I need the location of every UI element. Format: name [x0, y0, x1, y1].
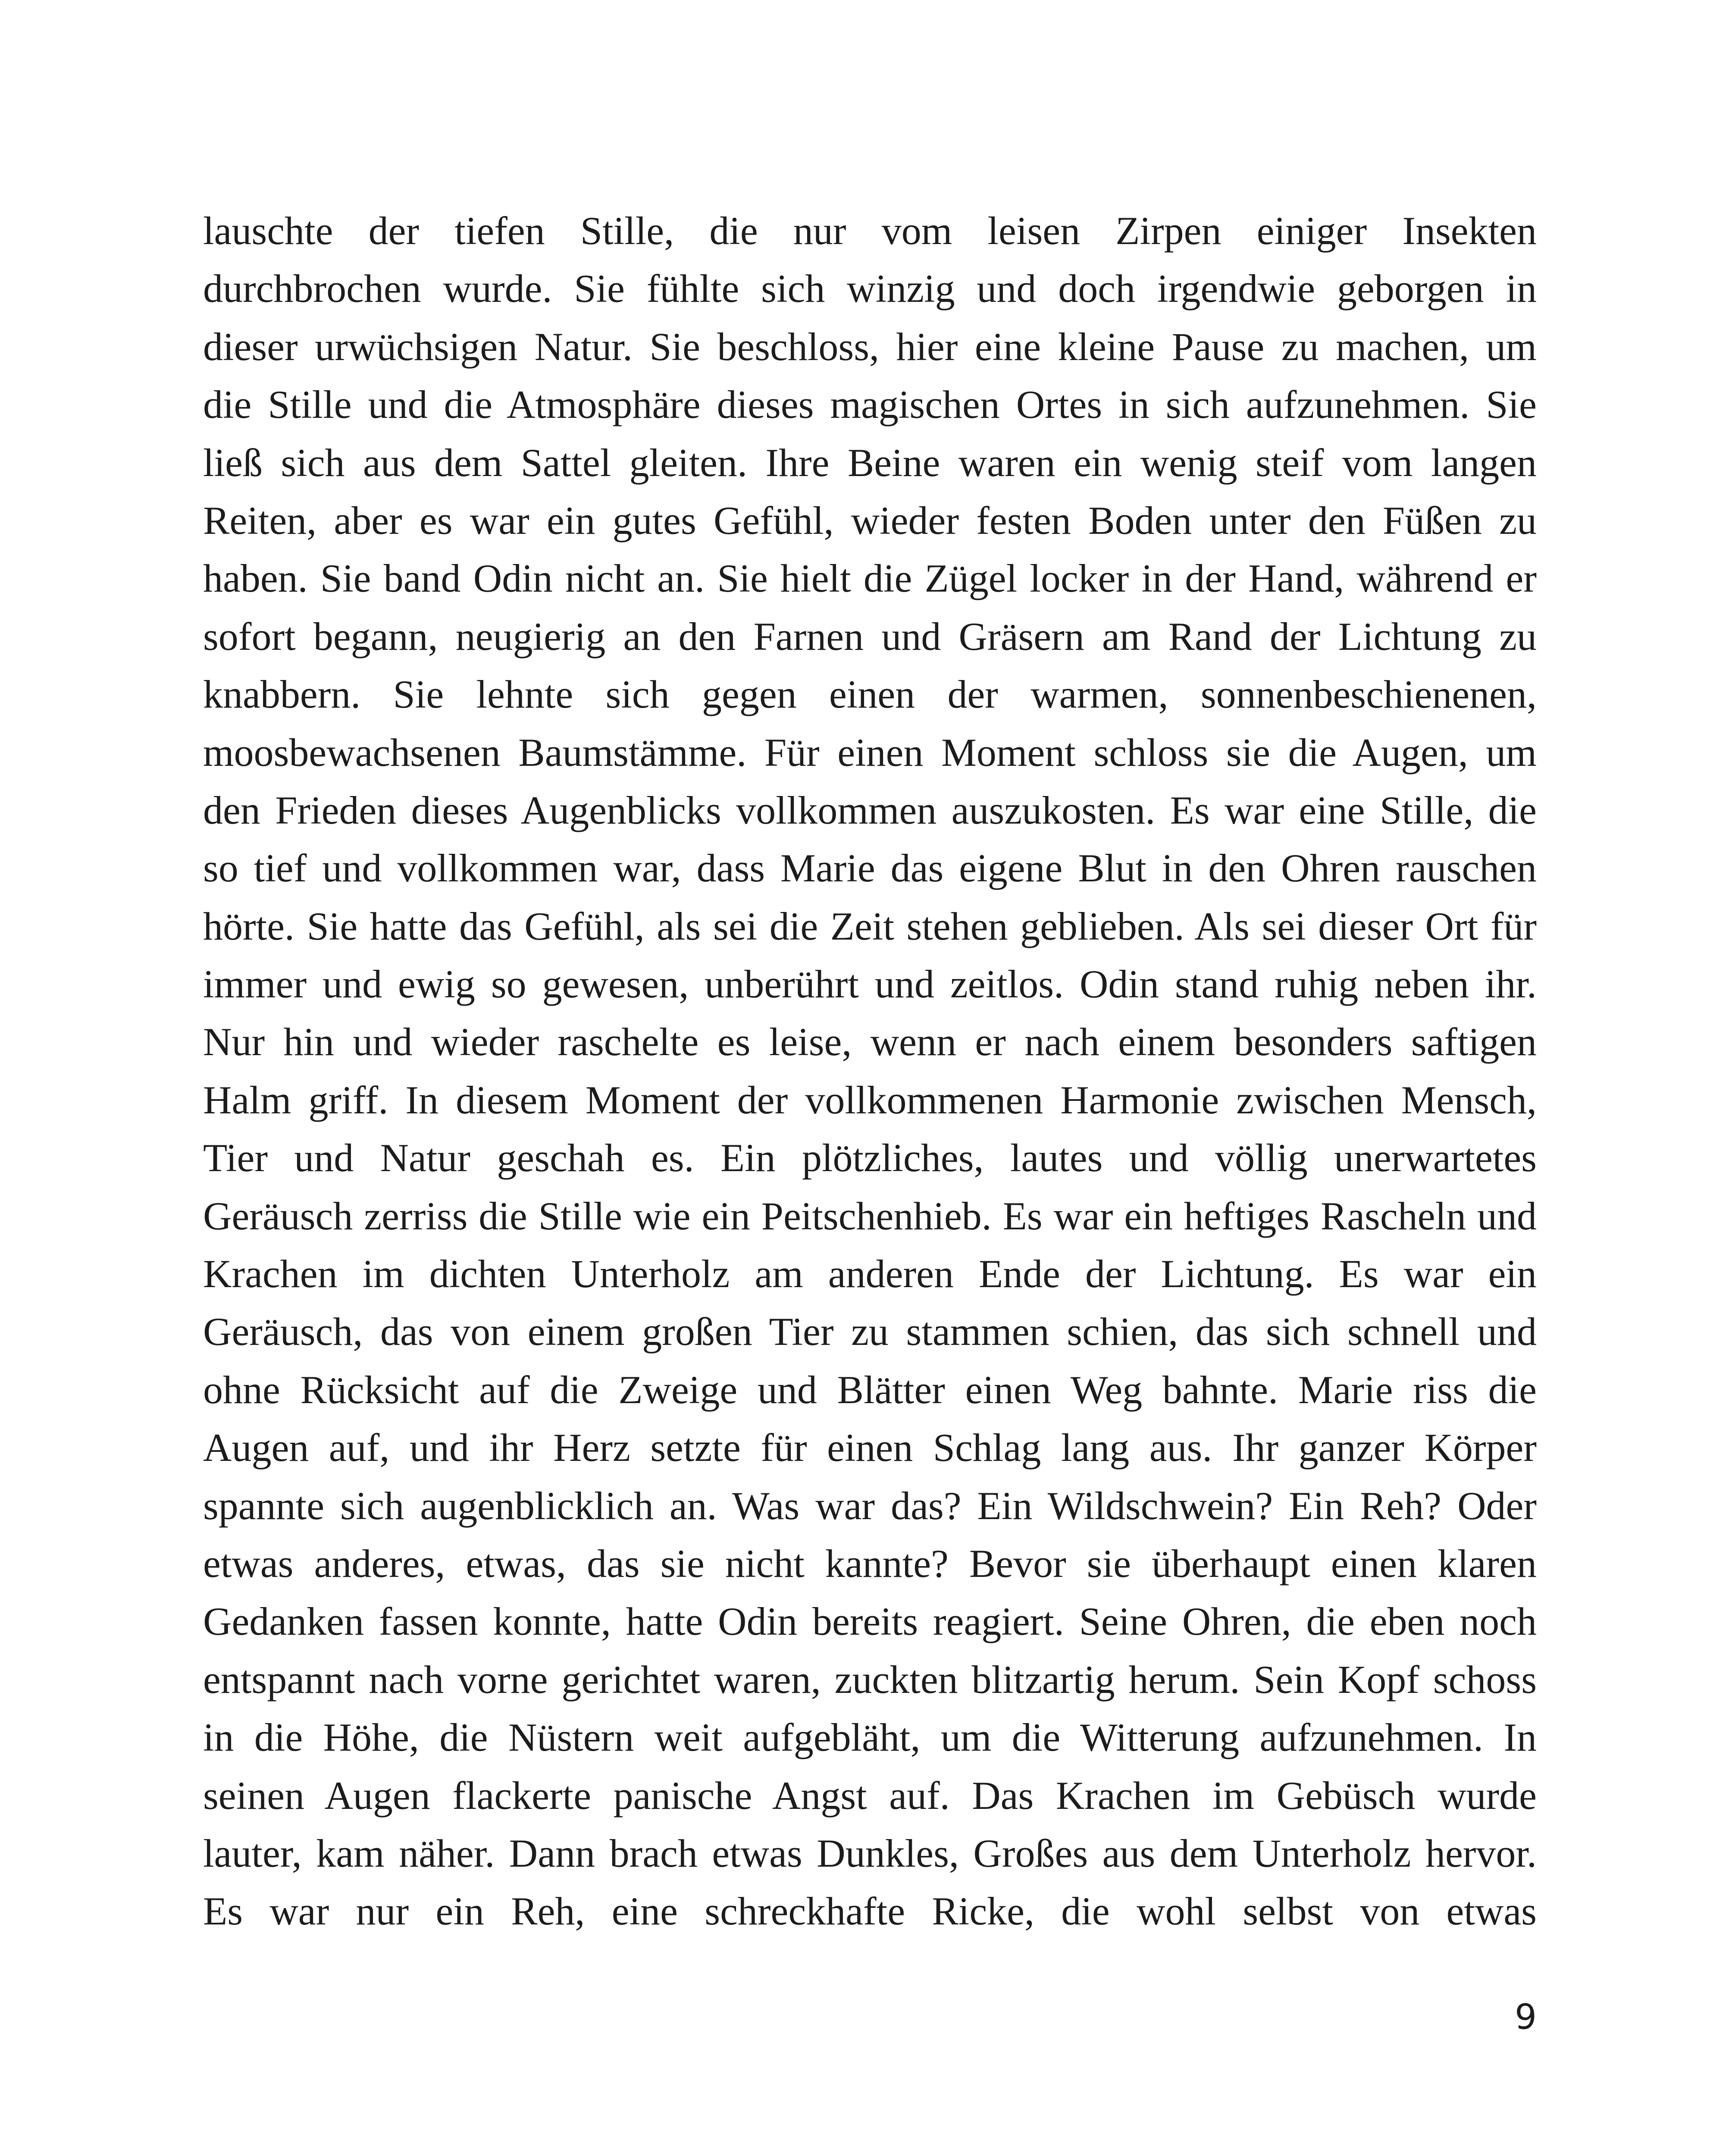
- text-line: die Stille und die Atmosphäre dieses magischen Ortes in sich aufzunehmen. Sie: [203, 382, 1537, 427]
- text-line: ließ sich aus dem Sattel gleiten. Ihre Beine waren ein wenig steif vom langen: [203, 440, 1537, 485]
- text-line: lauter, kam näher. Dann brach etwas Dunkles, Großes aus dem Unterholz hervor.: [203, 1831, 1537, 1875]
- text-line: etwas anderes, etwas, das sie nicht kannte? Bevor sie überhaupt einen klaren: [203, 1541, 1537, 1586]
- text-line: Reiten, aber es war ein gutes Gefühl, wieder festen Boden unter den Füßen zu: [203, 498, 1537, 542]
- text-line: Augen auf, und ihr Herz setzte für einen Schlag lang aus. Ihr ganzer Körper: [203, 1426, 1537, 1470]
- text-line: immer und ewig so gewesen, unberührt und zeitlos. Odin stand ruhig neben ihr.: [203, 962, 1537, 1006]
- text-line: knabbern. Sie lehnte sich gegen einen der warmen, sonnenbeschienenen,: [203, 672, 1537, 717]
- text-line: seinen Augen flackerte panische Angst auf. Das Krachen im Gebüsch wurde: [203, 1773, 1537, 1818]
- text-line: so tief und vollkommen war, dass Marie das eigene Blut in den Ohren rauschen: [203, 846, 1537, 890]
- text-line: Gedanken fassen konnte, hatte Odin bereits reagiert. Seine Ohren, die eben noch: [203, 1599, 1537, 1644]
- page-number: 9: [1515, 1997, 1537, 2037]
- text-line: Halm griff. In diesem Moment der vollkommenen Harmonie zwischen Mensch,: [203, 1078, 1537, 1122]
- text-line: entspannt nach vorne gerichtet waren, zuckten blitzartig herum. Sein Kopf schoss: [203, 1657, 1537, 1702]
- text-line: in die Höhe, die Nüstern weit aufgebläht, um die Witterung aufzunehmen. In: [203, 1715, 1537, 1760]
- text-line: Tier und Natur geschah es. Ein plötzliches, lautes und völlig unerwartetes: [203, 1136, 1537, 1180]
- text-line: sofort begann, neugierig an den Farnen und Gräsern am Rand der Lichtung zu: [203, 614, 1537, 658]
- text-line: durchbrochen wurde. Sie fühlte sich winzig und doch irgendwie geborgen in: [203, 266, 1537, 311]
- text-line: Nur hin und wieder raschelte es leise, wenn er nach einem besonders saftigen: [203, 1020, 1537, 1064]
- body-text: [203, 202, 1537, 1940]
- text-line: hörte. Sie hatte das Gefühl, als sei die Zeit stehen geblieben. Als sei dieser Ort für: [203, 904, 1537, 948]
- text-line: Geräusch, das von einem großen Tier zu stammen schien, das sich schnell und: [203, 1310, 1537, 1354]
- text-line: ohne Rücksicht auf die Zweige und Blätter einen Weg bahnte. Marie riss die: [203, 1367, 1537, 1412]
- text-line: dieser urwüchsigen Natur. Sie beschloss, hier eine kleine Pause zu machen, um: [203, 324, 1537, 369]
- text-line: Krachen im dichten Unterholz am anderen Ende der Lichtung. Es war ein: [203, 1252, 1537, 1296]
- text-line: lauschte der tiefen Stille, die nur vom leisen Zirpen einiger Insekten: [203, 209, 1537, 253]
- text-line: haben. Sie band Odin nicht an. Sie hielt die Zügel locker in der Hand, während er: [203, 556, 1537, 601]
- text-line: Geräusch zerriss die Stille wie ein Peitschenhieb. Es war ein heftiges Rascheln und: [203, 1194, 1537, 1238]
- text-line: spannte sich augenblicklich an. Was war das? Ein Wildschwein? Ein Reh? Oder: [203, 1483, 1537, 1528]
- text-line: moosbewachsenen Baumstämme. Für einen Moment schloss sie die Augen, um: [203, 730, 1537, 774]
- text-line: Es war nur ein Reh, eine schreckhafte Ricke, die wohl selbst von etwas: [203, 1889, 1537, 1934]
- text-line: den Frieden dieses Augenblicks vollkommen auszukosten. Es war eine Stille, die: [203, 788, 1537, 832]
